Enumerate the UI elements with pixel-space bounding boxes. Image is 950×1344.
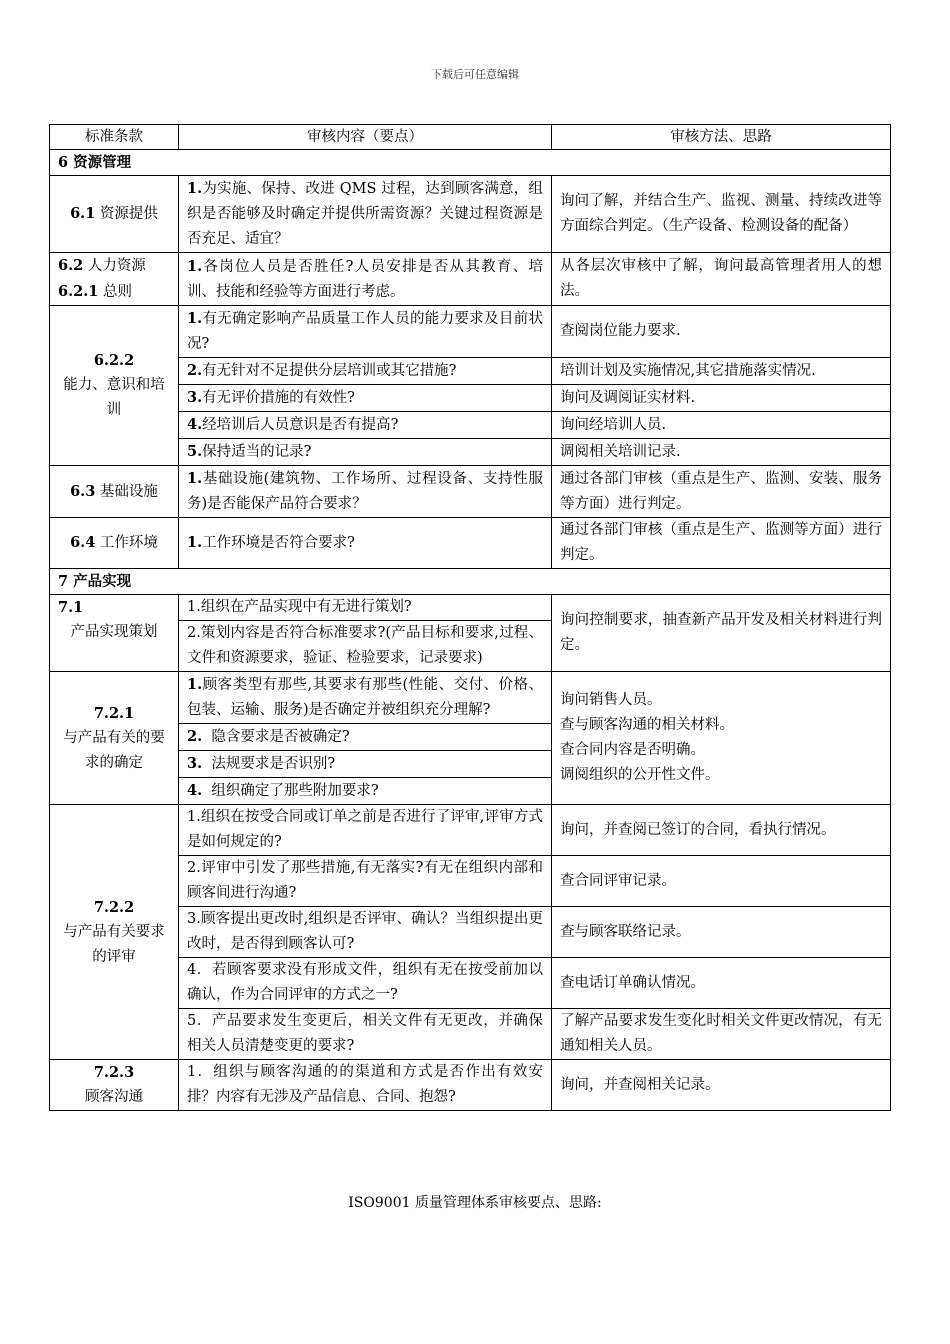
- content-item: 1.组织在按受合同或订单之前是否进行了评审,评审方式是如何规定的?: [179, 805, 552, 856]
- section-title-7: 7 产品实现: [50, 569, 891, 595]
- method-6-3: 通过各部门审核（重点是生产、监测、安装、服务等方面）进行判定。: [552, 466, 891, 518]
- item-number: 2.: [187, 362, 203, 379]
- table-row-7-2-1-a: [50, 672, 891, 724]
- header-clause: 标准条款: [50, 125, 179, 150]
- item-number: 1.: [187, 310, 203, 327]
- method-line: 调阅组织的公开性文件。: [560, 767, 720, 783]
- clause-number: 6.1: [70, 205, 96, 222]
- item-text: 为实施、保持、改进 QMS 过程，达到顾客满意，组织是否能够及时确定并提供所需资源？关键过程资源是否充足、适宜？: [187, 181, 543, 247]
- item-number: 1.: [187, 676, 203, 693]
- clause-number: 6.2.2: [93, 352, 135, 369]
- method-6-2-1: 从各层次审核中了解，询问最高管理者用人的想法。: [552, 253, 891, 306]
- clause-number: 7.1: [58, 599, 84, 616]
- content-item: 3.顾客提出更改时,组织是否评审、确认？当组织提出更改时，是否得到顾客认可?: [179, 907, 552, 958]
- content-item: [179, 412, 552, 439]
- item-number: 5.: [187, 443, 203, 460]
- method-item: 查阅岗位能力要求.: [552, 306, 891, 358]
- clause-6-2-1: [50, 253, 179, 306]
- content-6-4: [179, 518, 552, 569]
- clause-number: 7.2.1: [93, 704, 135, 722]
- content-6-2-1: [179, 253, 552, 306]
- item-text: 工作环境是否符合要求?: [202, 535, 355, 551]
- content-6-3: [179, 466, 552, 518]
- item-number: 3.: [187, 389, 203, 406]
- content-item: [179, 724, 552, 751]
- clause-title: 与产品有关要求的评审: [63, 923, 165, 965]
- item-number: 4.: [187, 782, 203, 799]
- clause-6-2-2: [50, 306, 179, 466]
- clause-title: 资源提供: [95, 206, 158, 222]
- method-item: 询问，并查阅已签订的合同，看执行情况。: [552, 805, 891, 856]
- item-text: 有无确定影响产品质量工作人员的能力要求及目前状况?: [187, 311, 543, 352]
- clause-number: 7.2.2: [93, 898, 135, 916]
- table-header-row: [50, 125, 891, 150]
- content-item: [179, 672, 552, 724]
- method-item: 查与顾客联络记录。: [552, 907, 891, 958]
- clause-title: 产品实现策划: [70, 624, 158, 640]
- method-7-2-1: [552, 672, 891, 805]
- clause-title: 人力资源: [83, 258, 146, 274]
- clause-7-1: [50, 595, 179, 672]
- table-row-7-1-a: [50, 595, 891, 621]
- clause-6-1: [50, 176, 179, 253]
- content-6-1: [179, 176, 552, 253]
- method-7-1: 询问控制要求，抽查新产品开发及相关材料进行判定。: [552, 595, 891, 672]
- clause-6-4: [50, 518, 179, 569]
- clause-title: 基础设施: [95, 483, 158, 500]
- item-number: 2.: [187, 728, 203, 745]
- content-7-2-3: 1．组织与顾客沟通的的渠道和方式是否作出有效安排？内容有无涉及产品信息、合同、抱怨?: [179, 1060, 552, 1111]
- item-number: 1.: [187, 180, 203, 197]
- document-title: ISO9001 质量管理体系审核要点、思路:: [348, 1195, 602, 1211]
- table-row-7-2-2-a: [50, 805, 891, 856]
- clause-title: 工作环境: [95, 535, 158, 551]
- item-text: 有无评价措施的有效性?: [202, 390, 355, 406]
- clause-number: 6.3: [70, 482, 96, 500]
- clause-number: 6.2.1: [58, 283, 99, 300]
- item-number: 1.: [187, 257, 203, 275]
- clause-number: 6.2: [58, 257, 84, 274]
- clause-7-2-3: [50, 1060, 179, 1111]
- method-item: 调阅相关培训记录.: [552, 439, 891, 466]
- item-text: 有无针对不足提供分层培训或其它措施?: [202, 363, 457, 379]
- table-row-6-1: [50, 176, 891, 253]
- content-item: 1.组织在产品实现中有无进行策划?: [179, 595, 552, 621]
- clause-7-2-2: [50, 805, 179, 1060]
- table-row-6-2-2-a: [50, 306, 891, 358]
- item-text: 顾客类型有那些,其要求有那些(性能、交付、价格、包装、运输、服务)是否确定并被组织充分理解?: [187, 677, 543, 718]
- section-row-7: [50, 569, 891, 595]
- method-item: 查电话订单确认情况。: [552, 958, 891, 1009]
- clause-title: 能力、意识和培训: [63, 377, 165, 418]
- method-item: 了解产品要求发生变化时相关文件更改情况，有无通知相关人员。: [552, 1009, 891, 1060]
- clause-title: 总则: [98, 284, 132, 300]
- clause-number: 6.4: [70, 534, 96, 551]
- clause-6-3: [50, 466, 179, 518]
- content-item: [179, 751, 552, 778]
- content-item: [179, 439, 552, 466]
- item-text: 组织确定了那些附加要求?: [202, 783, 379, 799]
- method-line: 查与顾客沟通的相关材料。: [560, 717, 734, 733]
- content-item: [179, 306, 552, 358]
- clause-title: 顾客沟通: [85, 1089, 143, 1105]
- header-content: 审核内容（要点）: [179, 125, 552, 150]
- clause-title: 与产品有关的要求的确定: [63, 729, 165, 771]
- content-item: 5．产品要求发生变更后，相关文件有无更改，并确保相关人员清楚变更的要求?: [179, 1009, 552, 1060]
- method-line: 询问销售人员。: [560, 692, 662, 708]
- content-item: [179, 358, 552, 385]
- audit-table: [49, 124, 891, 1111]
- item-text: 保持适当的记录?: [202, 444, 312, 460]
- method-7-2-3: 询问，并查阅相关记录。: [552, 1060, 891, 1111]
- header-method: 审核方法、思路: [552, 125, 891, 150]
- item-number: 4.: [187, 416, 203, 433]
- method-item: 询问经培训人员.: [552, 412, 891, 439]
- content-item: [179, 778, 552, 805]
- content-item: 2.策划内容是否符合标准要求?(产品目标和要求,过程、文件和资源要求，验证、检验要求，记录要求): [179, 621, 552, 672]
- method-item: 查合同评审记录。: [552, 856, 891, 907]
- item-text: 各岗位人员是否胜任?人员安排是否从其教育、培训、技能和经验等方面进行考虑。: [187, 258, 543, 300]
- method-line: 查合同内容是否明确。: [560, 742, 705, 758]
- method-item: 培训计划及实施情况,其它措施落实情况.: [552, 358, 891, 385]
- table-row-7-2-3: [50, 1060, 891, 1111]
- item-text: 法规要求是否识别?: [202, 756, 336, 772]
- method-6-1: 询问了解，并结合生产、监视、测量、持续改进等方面综合判定。（生产设备、检测设备的配备）: [552, 176, 891, 253]
- method-item: 询问及调阅证实材料.: [552, 385, 891, 412]
- table-row-6-4: [50, 518, 891, 569]
- table-row-6-3: [50, 466, 891, 518]
- content-item: 4．若顾客要求没有形成文件，组织有无在按受前加以确认，作为合同评审的方式之一?: [179, 958, 552, 1009]
- item-number: 1.: [187, 470, 203, 487]
- table-row-6-2-1: [50, 253, 891, 306]
- content-item: 2.评审中引发了那些措施,有无落实?有无在组织内部和顾客间进行沟通?: [179, 856, 552, 907]
- item-number: 1.: [187, 534, 203, 551]
- item-text: 经培训后人员意识是否有提高?: [202, 417, 399, 433]
- content-item: [179, 385, 552, 412]
- header-note: 下载后可任意编辑: [431, 68, 519, 81]
- clause-number: 7.2.3: [93, 1064, 135, 1081]
- item-number: 3.: [187, 755, 203, 772]
- item-text: 基础设施(建筑物、工作场所、过程设备、支持性服务)是否能保产品符合要求？: [187, 471, 543, 512]
- section-row-6: [50, 150, 891, 176]
- method-6-4: 通过各部门审核（重点是生产、监测等方面）进行判定。: [552, 518, 891, 569]
- clause-7-2-1: [50, 672, 179, 805]
- item-text: 隐含要求是否被确定?: [202, 729, 350, 745]
- section-title-6: 6 资源管理: [50, 150, 891, 176]
